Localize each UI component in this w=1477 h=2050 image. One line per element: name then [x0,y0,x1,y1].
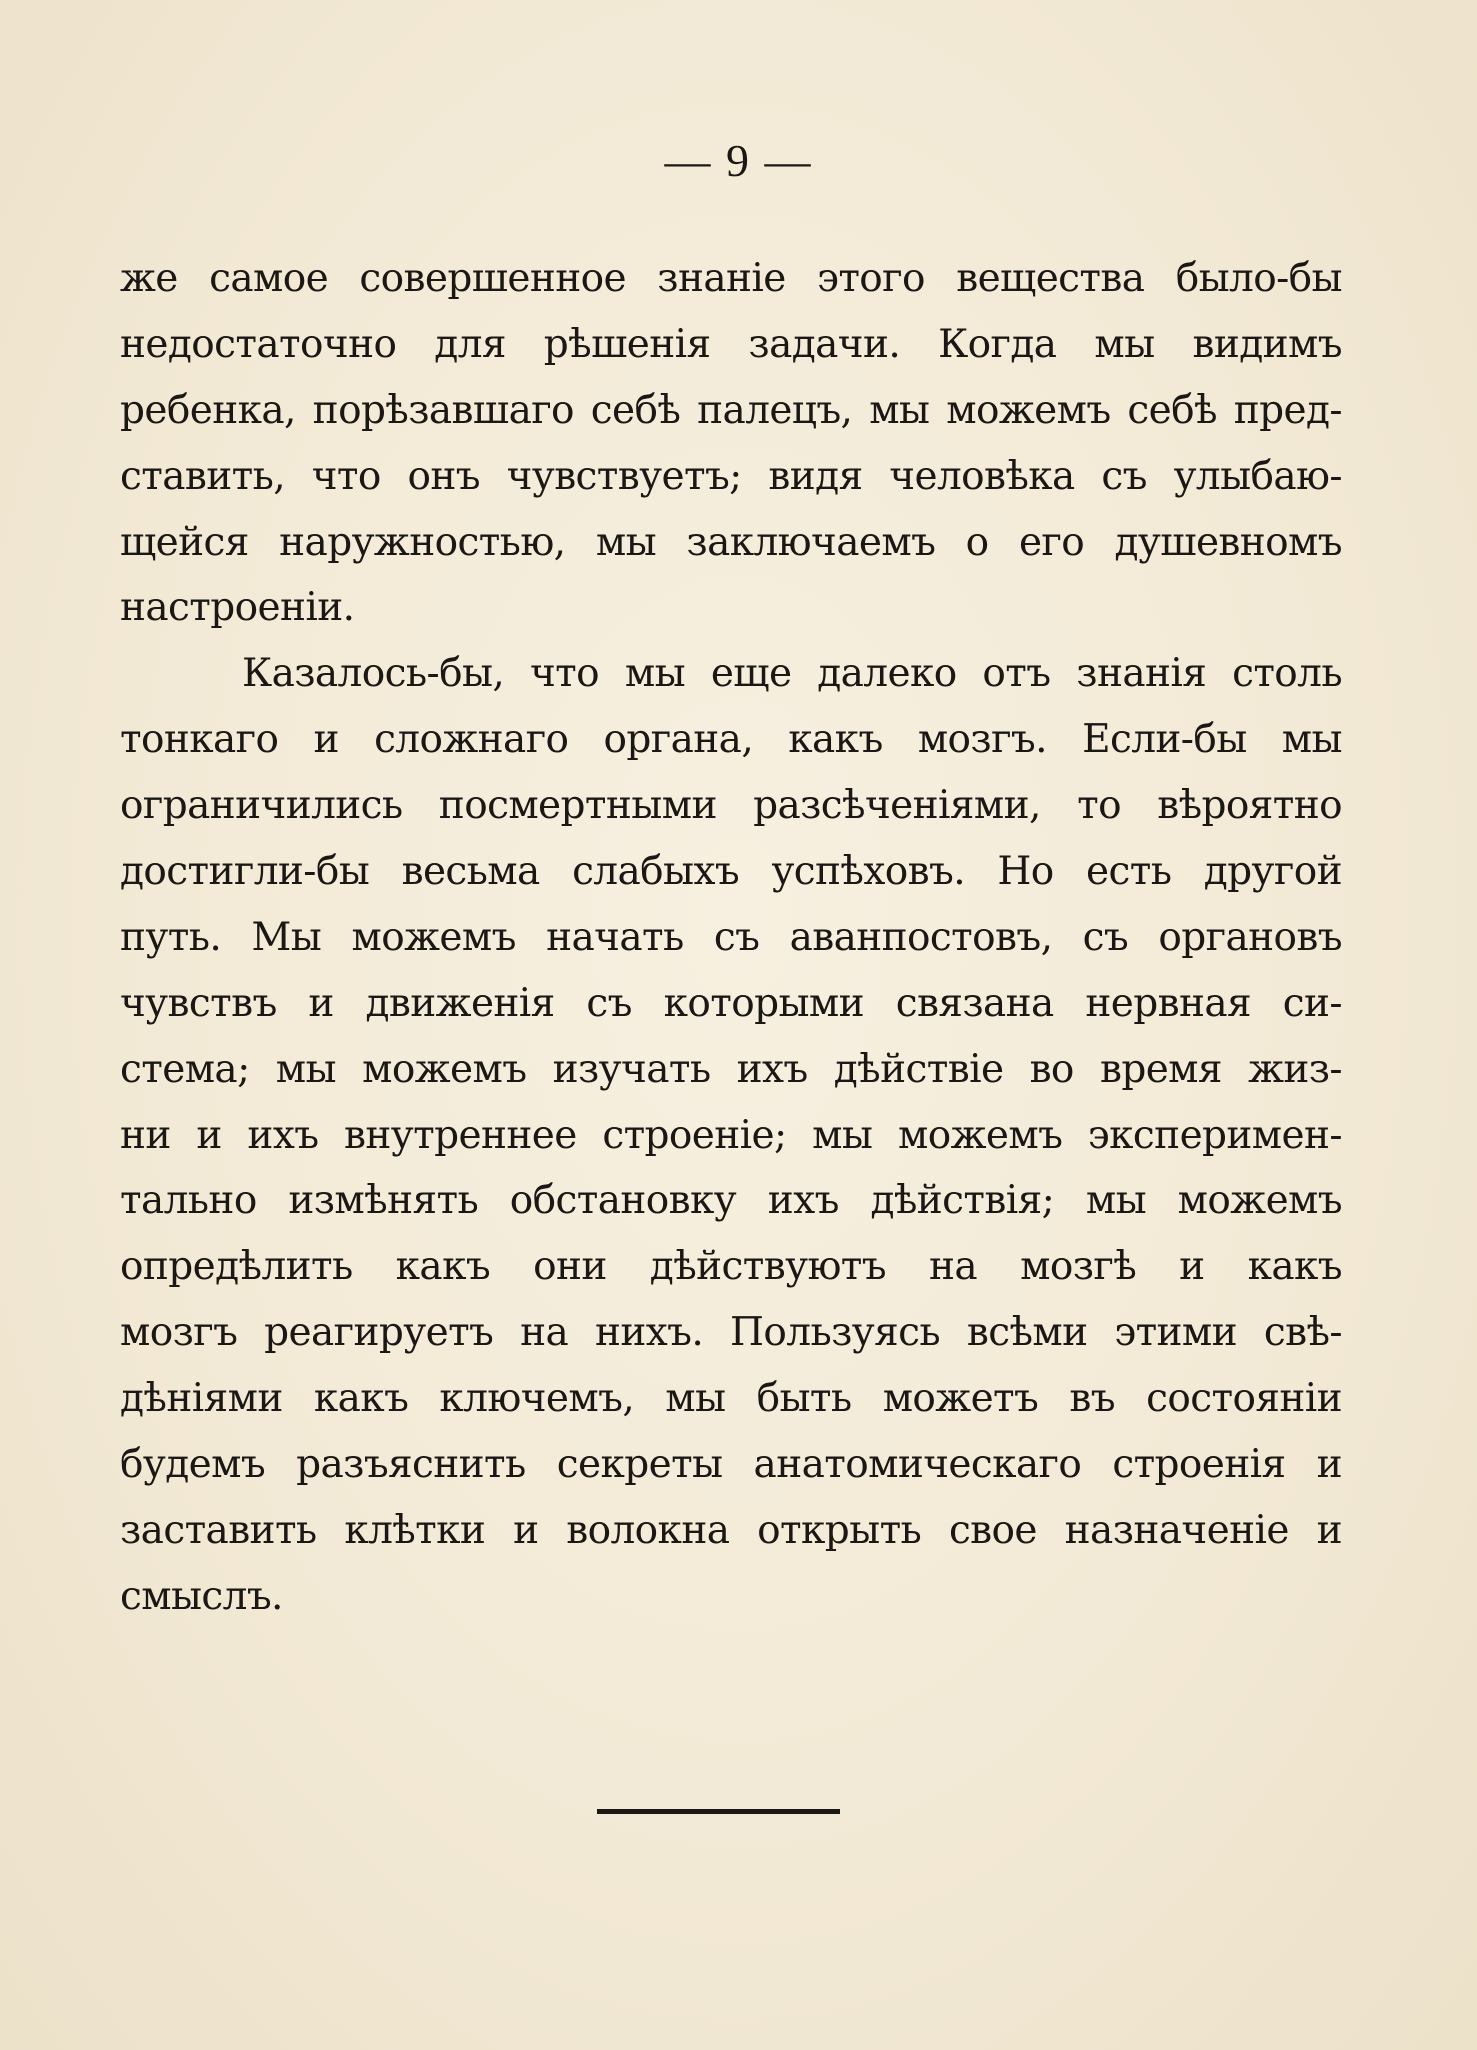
text-line: путь. Мы можемъ начать съ аванпостовъ, съ органовъ [120,914,1342,960]
text-line: настроеніи. [120,585,355,631]
text-line: опредѣлить какъ они дѣйствуютъ на мозгѣ и какъ [120,1244,1342,1290]
text-line: ребенка, порѣзавшаго себѣ палецъ, мы можемъ себѣ пред- [120,387,1342,433]
text-line: ограничились посмертными разсѣченіями, то вѣроятно [120,783,1342,829]
text-line: ставить, что онъ чувствуетъ; видя человѣка съ улыбаю- [120,453,1342,499]
body-text [120,246,1342,1630]
text-line: недостаточно для рѣшенія задачи. Когда мы видимъ [120,321,1342,367]
text-line: же самое совершенное знаніе этого вещества было-бы [120,256,1342,301]
text-line: мозгъ реагируетъ на нихъ. Пользуясь всѣми этими свѣ- [120,1310,1342,1356]
text-line: тонкаго и сложнаго органа, какъ мозгъ. Если-бы мы [120,717,1342,763]
text-line: дѣніями какъ ключемъ, мы быть можетъ въ состояніи [120,1376,1342,1422]
text-line: заставить клѣтки и волокна открыть свое назначеніе и [120,1507,1342,1553]
text-line: щейся наружностью, мы заключаемъ о его душевномъ [120,519,1342,565]
text-line: тально измѣнять обстановку ихъ дѣйствія; мы можемъ [120,1178,1342,1224]
text-line: достигли-бы весьма слабыхъ успѣховъ. Но есть другой [120,849,1342,895]
section-divider-rule [597,1809,840,1814]
page-number: — 9 — [664,135,813,186]
text-line: Казалось-бы, что мы еще далеко отъ знанія столь [242,651,1342,697]
text-line: чувствъ и движенія съ которыми связана нервная си- [120,980,1342,1026]
text-line: ни и ихъ внутреннее строеніе; мы можемъ эксперимен- [120,1112,1342,1158]
text-line: стема; мы можемъ изучать ихъ дѣйствіе во время жиз- [120,1046,1342,1092]
text-line: смыслъ. [120,1573,283,1619]
text-line: будемъ разъяснить секреты анатомическаго строенія и [120,1442,1342,1488]
